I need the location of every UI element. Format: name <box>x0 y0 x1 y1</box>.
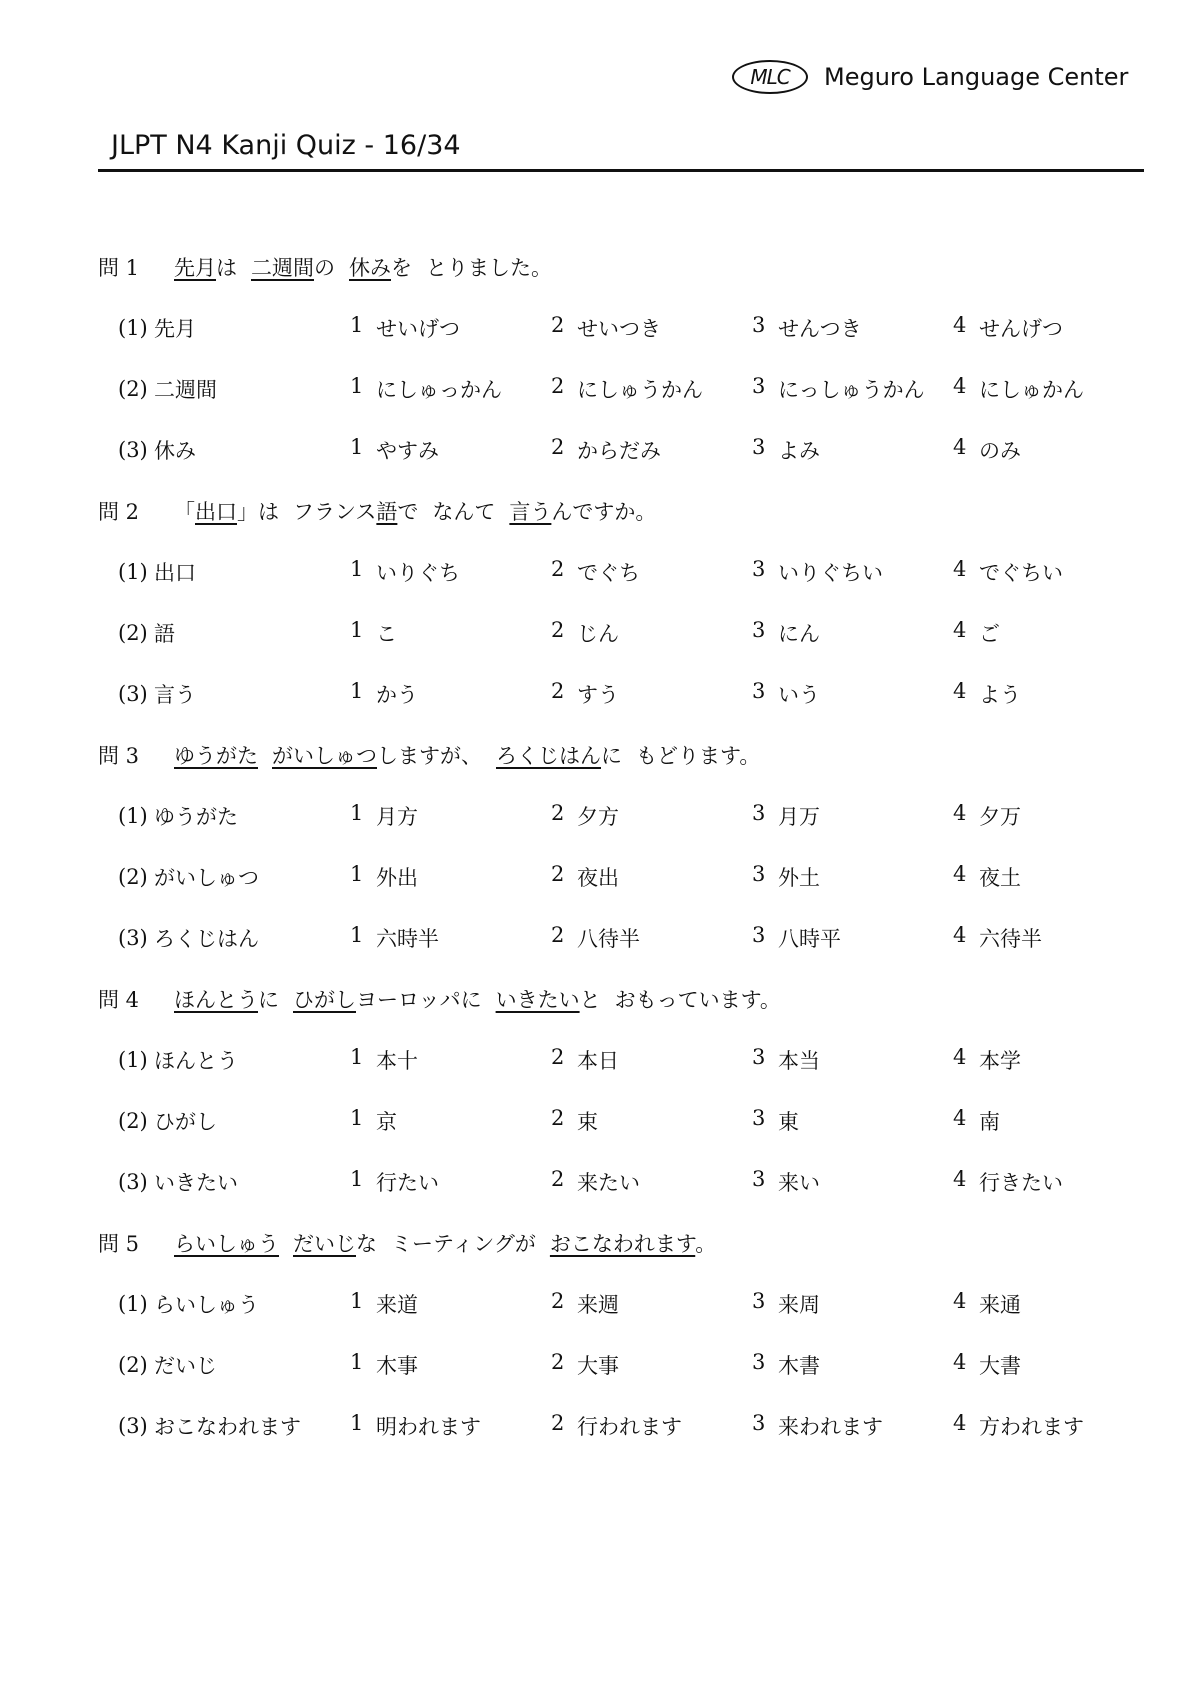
answer-option[interactable] <box>551 1411 752 1441</box>
sub-question-row <box>98 1395 1158 1456</box>
answer-option[interactable] <box>551 862 752 892</box>
target-word: 休み <box>154 438 196 463</box>
sub-question-label: (3) <box>118 681 148 706</box>
underlined-term: だいじ <box>293 1231 356 1256</box>
sub-question-label: (2) <box>118 620 148 645</box>
option-number: 1 <box>350 678 364 703</box>
sub-question-row <box>98 1029 1158 1090</box>
question-stem-row <box>98 480 1158 541</box>
answer-option[interactable] <box>953 618 1154 648</box>
sub-question-row <box>98 1151 1158 1212</box>
underlined-term: 言う <box>509 499 552 524</box>
option-text: 本十 <box>376 1048 418 1073</box>
option-text: よみ <box>778 438 820 463</box>
answer-option[interactable] <box>350 557 551 587</box>
stem-text: な <box>356 1231 377 1256</box>
option-text: 来周 <box>778 1292 820 1317</box>
answer-option[interactable] <box>551 374 752 404</box>
option-number: 1 <box>350 922 364 947</box>
option-text: にしゅかん <box>979 377 1084 402</box>
answer-option[interactable] <box>953 435 1154 465</box>
target-word: だいじ <box>154 1353 217 1378</box>
option-number: 3 <box>752 1166 766 1191</box>
target-word: 二週間 <box>154 377 217 402</box>
stem-text: しますが、 <box>377 743 482 768</box>
stem-text: とりました。 <box>426 255 552 280</box>
target-word: らいしゅう <box>154 1292 259 1317</box>
stem-text: は <box>216 255 237 280</box>
answer-option[interactable] <box>752 1045 953 1075</box>
option-text: 月方 <box>376 804 418 829</box>
answer-option[interactable] <box>953 1350 1154 1380</box>
option-text: せんつき <box>778 316 862 341</box>
answer-option[interactable] <box>350 862 551 892</box>
sub-question-row <box>98 1334 1158 1395</box>
answer-option[interactable] <box>752 923 953 953</box>
option-number: 2 <box>551 617 565 642</box>
option-text: かう <box>376 682 418 707</box>
option-number: 4 <box>953 373 967 398</box>
option-number: 4 <box>953 1410 967 1435</box>
question-stem-row <box>98 968 1158 1029</box>
option-number: 4 <box>953 800 967 825</box>
option-text: 明われます <box>376 1414 481 1439</box>
option-number: 2 <box>551 556 565 581</box>
option-text: 夜土 <box>979 865 1021 890</box>
answer-option[interactable] <box>953 1167 1154 1197</box>
option-text: 南 <box>979 1109 1000 1134</box>
option-text: 来通 <box>979 1292 1021 1317</box>
answer-option[interactable] <box>350 1350 551 1380</box>
target-word: 先月 <box>154 316 196 341</box>
question-stem-row <box>98 236 1158 297</box>
option-number: 4 <box>953 617 967 642</box>
underlined-term: 休み <box>349 255 391 280</box>
stem-text: を <box>391 255 412 280</box>
option-text: 夕万 <box>979 804 1021 829</box>
option-text: 木事 <box>376 1353 418 1378</box>
option-number: 2 <box>551 1410 565 1435</box>
answer-option[interactable] <box>350 313 551 343</box>
option-number: 3 <box>752 312 766 337</box>
option-number: 2 <box>551 1105 565 1130</box>
sub-question-row <box>98 1090 1158 1151</box>
option-text: いりぐち <box>376 560 460 585</box>
question-number: 問 1 <box>98 255 140 280</box>
underlined-term: ひがし <box>293 987 356 1012</box>
option-text: せいつき <box>577 316 661 341</box>
answer-option[interactable] <box>752 1167 953 1197</box>
underlined-term: ほんとう <box>174 987 258 1012</box>
sub-question-label: (3) <box>118 925 148 950</box>
stem-text: と <box>579 987 601 1012</box>
stem-text: なんて <box>432 499 496 524</box>
question-block <box>98 480 1158 724</box>
option-number: 4 <box>953 861 967 886</box>
target-word: いきたい <box>154 1170 238 1195</box>
option-number: 1 <box>350 312 364 337</box>
answer-option[interactable] <box>752 1350 953 1380</box>
underlined-term: 先月 <box>174 255 216 280</box>
option-number: 3 <box>752 861 766 886</box>
option-text: 夜出 <box>577 865 619 890</box>
option-text: 来たい <box>577 1170 640 1195</box>
option-text: 月万 <box>778 804 820 829</box>
option-number: 1 <box>350 434 364 459</box>
stem-text: もどります。 <box>636 743 761 768</box>
answer-option[interactable] <box>350 1106 551 1136</box>
question-stem-row <box>98 724 1158 785</box>
answer-option[interactable] <box>752 1289 953 1319</box>
answer-option[interactable] <box>350 1167 551 1197</box>
option-text: やすみ <box>376 438 439 463</box>
option-number: 1 <box>350 373 364 398</box>
option-text: 本日 <box>577 1048 619 1073</box>
sub-question-row <box>98 907 1158 968</box>
stem-text: おもっています。 <box>614 987 781 1012</box>
target-word: 言う <box>154 682 196 707</box>
answer-option[interactable] <box>350 801 551 831</box>
option-number: 4 <box>953 556 967 581</box>
option-number: 3 <box>752 800 766 825</box>
option-number: 4 <box>953 1044 967 1069</box>
option-number: 4 <box>953 312 967 337</box>
answer-option[interactable] <box>953 1045 1154 1075</box>
option-number: 4 <box>953 1349 967 1374</box>
option-number: 1 <box>350 800 364 825</box>
option-number: 4 <box>953 1105 967 1130</box>
underlined-term: いきたい <box>495 987 580 1012</box>
option-text: 夕方 <box>577 804 619 829</box>
logo-text: Meguro Language Center <box>824 63 1129 91</box>
question-number: 問 2 <box>98 499 140 524</box>
option-number: 2 <box>551 434 565 459</box>
stem-text: ミーティングが <box>391 1231 536 1256</box>
answer-option[interactable] <box>752 862 953 892</box>
question-number: 問 4 <box>98 987 140 1012</box>
option-text: 本当 <box>778 1048 820 1073</box>
question-block <box>98 724 1158 968</box>
question-block <box>98 1212 1158 1456</box>
answer-option[interactable] <box>350 374 551 404</box>
option-number: 4 <box>953 434 967 459</box>
answer-option[interactable] <box>551 1350 752 1380</box>
option-number: 4 <box>953 922 967 947</box>
answer-option[interactable] <box>551 801 752 831</box>
option-text: 外出 <box>376 865 418 890</box>
underlined-term: 二週間 <box>251 255 314 280</box>
answer-option[interactable] <box>953 1411 1154 1441</box>
option-text: いりぐちい <box>778 560 883 585</box>
option-text: にっしゅうかん <box>778 377 925 402</box>
answer-option[interactable] <box>752 435 953 465</box>
target-word: ゆうがた <box>154 804 238 829</box>
sub-question-row <box>98 541 1158 602</box>
sub-question-label: (1) <box>118 315 148 340</box>
stem-text: ヨーロッパに <box>356 987 482 1012</box>
target-word: ひがし <box>154 1109 217 1134</box>
option-number: 3 <box>752 556 766 581</box>
answer-option[interactable] <box>953 862 1154 892</box>
option-text: 八待半 <box>577 926 640 951</box>
option-number: 3 <box>752 1349 766 1374</box>
answer-option[interactable] <box>551 435 752 465</box>
option-text: からだみ <box>577 438 661 463</box>
option-number: 3 <box>752 1288 766 1313</box>
answer-option[interactable] <box>752 313 953 343</box>
option-text: 来われます <box>778 1414 883 1439</box>
sub-question-label: (1) <box>118 1047 148 1072</box>
stem-text: の <box>314 255 335 280</box>
option-text: 京 <box>376 1109 397 1134</box>
answer-option[interactable] <box>350 435 551 465</box>
option-text: せんげつ <box>979 316 1063 341</box>
answer-option[interactable] <box>752 801 953 831</box>
answer-option[interactable] <box>953 1106 1154 1136</box>
option-number: 1 <box>350 861 364 886</box>
sub-question-label: (2) <box>118 864 148 889</box>
option-number: 4 <box>953 678 967 703</box>
option-text: 方われます <box>979 1414 1084 1439</box>
sub-question-row <box>98 785 1158 846</box>
option-text: 大事 <box>577 1353 619 1378</box>
sub-question-label: (1) <box>118 559 148 584</box>
quiz-content <box>98 236 1158 1456</box>
option-text: 来い <box>778 1170 820 1195</box>
sub-question-row <box>98 846 1158 907</box>
underlined-term: ろくじはん <box>496 743 601 768</box>
answer-option[interactable] <box>350 618 551 648</box>
target-word: 語 <box>154 621 175 646</box>
sub-question-label: (2) <box>118 376 148 401</box>
option-number: 2 <box>551 678 565 703</box>
sub-question-row <box>98 663 1158 724</box>
option-text: にしゅうかん <box>577 377 703 402</box>
question-stem <box>174 740 760 770</box>
underlined-term: がいしゅつ <box>272 743 377 768</box>
stem-text: で <box>397 499 419 524</box>
answer-option[interactable] <box>953 557 1154 587</box>
question-block <box>98 236 1158 480</box>
option-text: 来道 <box>376 1292 418 1317</box>
option-text: 束 <box>577 1109 598 1134</box>
option-text: 八時平 <box>778 926 841 951</box>
option-text: にん <box>778 621 820 646</box>
sub-question-label: (2) <box>118 1108 148 1133</box>
option-number: 3 <box>752 1044 766 1069</box>
page-title: JLPT N4 Kanji Quiz - 16/34 <box>111 130 461 161</box>
sub-question-row <box>98 419 1158 480</box>
option-text: でぐち <box>577 560 640 585</box>
option-text: いう <box>778 682 820 707</box>
target-word: ほんとう <box>154 1048 238 1073</box>
option-text: 木書 <box>778 1353 820 1378</box>
target-word: がいしゅつ <box>154 865 259 890</box>
option-text: 外土 <box>778 865 820 890</box>
sub-question-label: (1) <box>118 803 148 828</box>
target-word: 出口 <box>154 560 196 585</box>
option-text: 本学 <box>979 1048 1021 1073</box>
answer-option[interactable] <box>551 923 752 953</box>
option-number: 1 <box>350 1288 364 1313</box>
answer-option[interactable] <box>953 923 1154 953</box>
option-number: 2 <box>551 800 565 825</box>
question-stem-row <box>98 1212 1158 1273</box>
answer-option[interactable] <box>953 679 1154 709</box>
option-number: 1 <box>350 1349 364 1374</box>
answer-option[interactable] <box>551 679 752 709</box>
underlined-term: 出口 <box>195 499 237 524</box>
option-text: せいげつ <box>376 316 460 341</box>
option-text: 六待半 <box>979 926 1042 951</box>
target-word: おこなわれます <box>154 1414 301 1439</box>
answer-option[interactable] <box>752 679 953 709</box>
option-text: 行きたい <box>979 1170 1063 1195</box>
sub-question-row <box>98 297 1158 358</box>
option-number: 2 <box>551 1349 565 1374</box>
question-stem <box>174 1228 716 1258</box>
option-text: でぐちい <box>979 560 1063 585</box>
option-text: 大書 <box>979 1353 1021 1378</box>
stem-text: フランス <box>293 499 377 524</box>
stem-text: に <box>258 987 279 1012</box>
option-number: 2 <box>551 312 565 337</box>
option-text: じん <box>577 621 619 646</box>
option-number: 2 <box>551 922 565 947</box>
answer-option[interactable] <box>752 618 953 648</box>
option-number: 1 <box>350 617 364 642</box>
option-text: 行たい <box>376 1170 439 1195</box>
option-number: 3 <box>752 373 766 398</box>
question-stem <box>174 496 656 526</box>
option-text: すう <box>577 682 619 707</box>
option-number: 3 <box>752 617 766 642</box>
option-text: こ <box>376 621 397 646</box>
answer-option[interactable] <box>551 1106 752 1136</box>
sub-question-label: (1) <box>118 1291 148 1316</box>
option-number: 2 <box>551 1044 565 1069</box>
answer-option[interactable] <box>350 1289 551 1319</box>
option-text: にしゅっかん <box>376 377 502 402</box>
answer-option[interactable] <box>551 557 752 587</box>
option-number: 2 <box>551 373 565 398</box>
option-text: 六時半 <box>376 926 439 951</box>
answer-option[interactable] <box>551 313 752 343</box>
answer-option[interactable] <box>752 1106 953 1136</box>
option-number: 3 <box>752 1410 766 1435</box>
option-number: 2 <box>551 861 565 886</box>
sub-question-label: (3) <box>118 1169 148 1194</box>
answer-option[interactable] <box>953 374 1154 404</box>
answer-option[interactable] <box>551 1289 752 1319</box>
underlined-term: らいしゅう <box>174 1231 279 1256</box>
option-text: ご <box>979 621 1000 646</box>
question-block <box>98 968 1158 1212</box>
question-stem <box>174 984 781 1014</box>
answer-option[interactable] <box>752 557 953 587</box>
option-number: 3 <box>752 1105 766 1130</box>
option-text: のみ <box>979 438 1021 463</box>
answer-option[interactable] <box>953 313 1154 343</box>
option-number: 3 <box>752 678 766 703</box>
option-number: 1 <box>350 556 364 581</box>
question-number: 問 3 <box>98 743 140 768</box>
answer-option[interactable] <box>350 923 551 953</box>
stem-text: 」は <box>237 499 279 524</box>
option-number: 3 <box>752 922 766 947</box>
underlined-term: ゆうがた <box>174 743 258 768</box>
target-word: ろくじはん <box>154 926 259 951</box>
option-number: 1 <box>350 1044 364 1069</box>
stem-text: 「 <box>174 499 195 524</box>
underlined-term: おこなわれます <box>549 1231 696 1256</box>
sub-question-row <box>98 1273 1158 1334</box>
answer-option[interactable] <box>350 679 551 709</box>
question-number: 問 5 <box>98 1231 140 1256</box>
logo-mark: MLC <box>732 60 808 94</box>
option-number: 2 <box>551 1166 565 1191</box>
answer-option[interactable] <box>551 618 752 648</box>
sub-question-label: (3) <box>118 437 148 462</box>
logo <box>732 60 1128 94</box>
option-text: 来週 <box>577 1292 619 1317</box>
option-number: 1 <box>350 1410 364 1435</box>
answer-option[interactable] <box>551 1167 752 1197</box>
answer-option[interactable] <box>752 1411 953 1441</box>
answer-option[interactable] <box>953 1289 1154 1319</box>
option-number: 2 <box>551 1288 565 1313</box>
option-number: 4 <box>953 1288 967 1313</box>
option-number: 3 <box>752 434 766 459</box>
question-stem <box>174 252 552 282</box>
option-text: 東 <box>778 1109 799 1134</box>
option-text: よう <box>979 682 1021 707</box>
answer-option[interactable] <box>752 374 953 404</box>
option-number: 1 <box>350 1105 364 1130</box>
option-number: 1 <box>350 1166 364 1191</box>
answer-option[interactable] <box>350 1411 551 1441</box>
title-divider <box>98 169 1144 172</box>
underlined-term: 語 <box>376 499 398 524</box>
sub-question-row <box>98 358 1158 419</box>
stem-text: んですか。 <box>551 499 657 524</box>
answer-option[interactable] <box>350 1045 551 1075</box>
sub-question-label: (2) <box>118 1352 148 1377</box>
stem-text: 。 <box>695 1231 717 1256</box>
answer-option[interactable] <box>953 801 1154 831</box>
stem-text: に <box>601 743 622 768</box>
option-text: 行われます <box>577 1414 682 1439</box>
answer-option[interactable] <box>551 1045 752 1075</box>
option-number: 4 <box>953 1166 967 1191</box>
sub-question-label: (3) <box>118 1413 148 1438</box>
sub-question-row <box>98 602 1158 663</box>
